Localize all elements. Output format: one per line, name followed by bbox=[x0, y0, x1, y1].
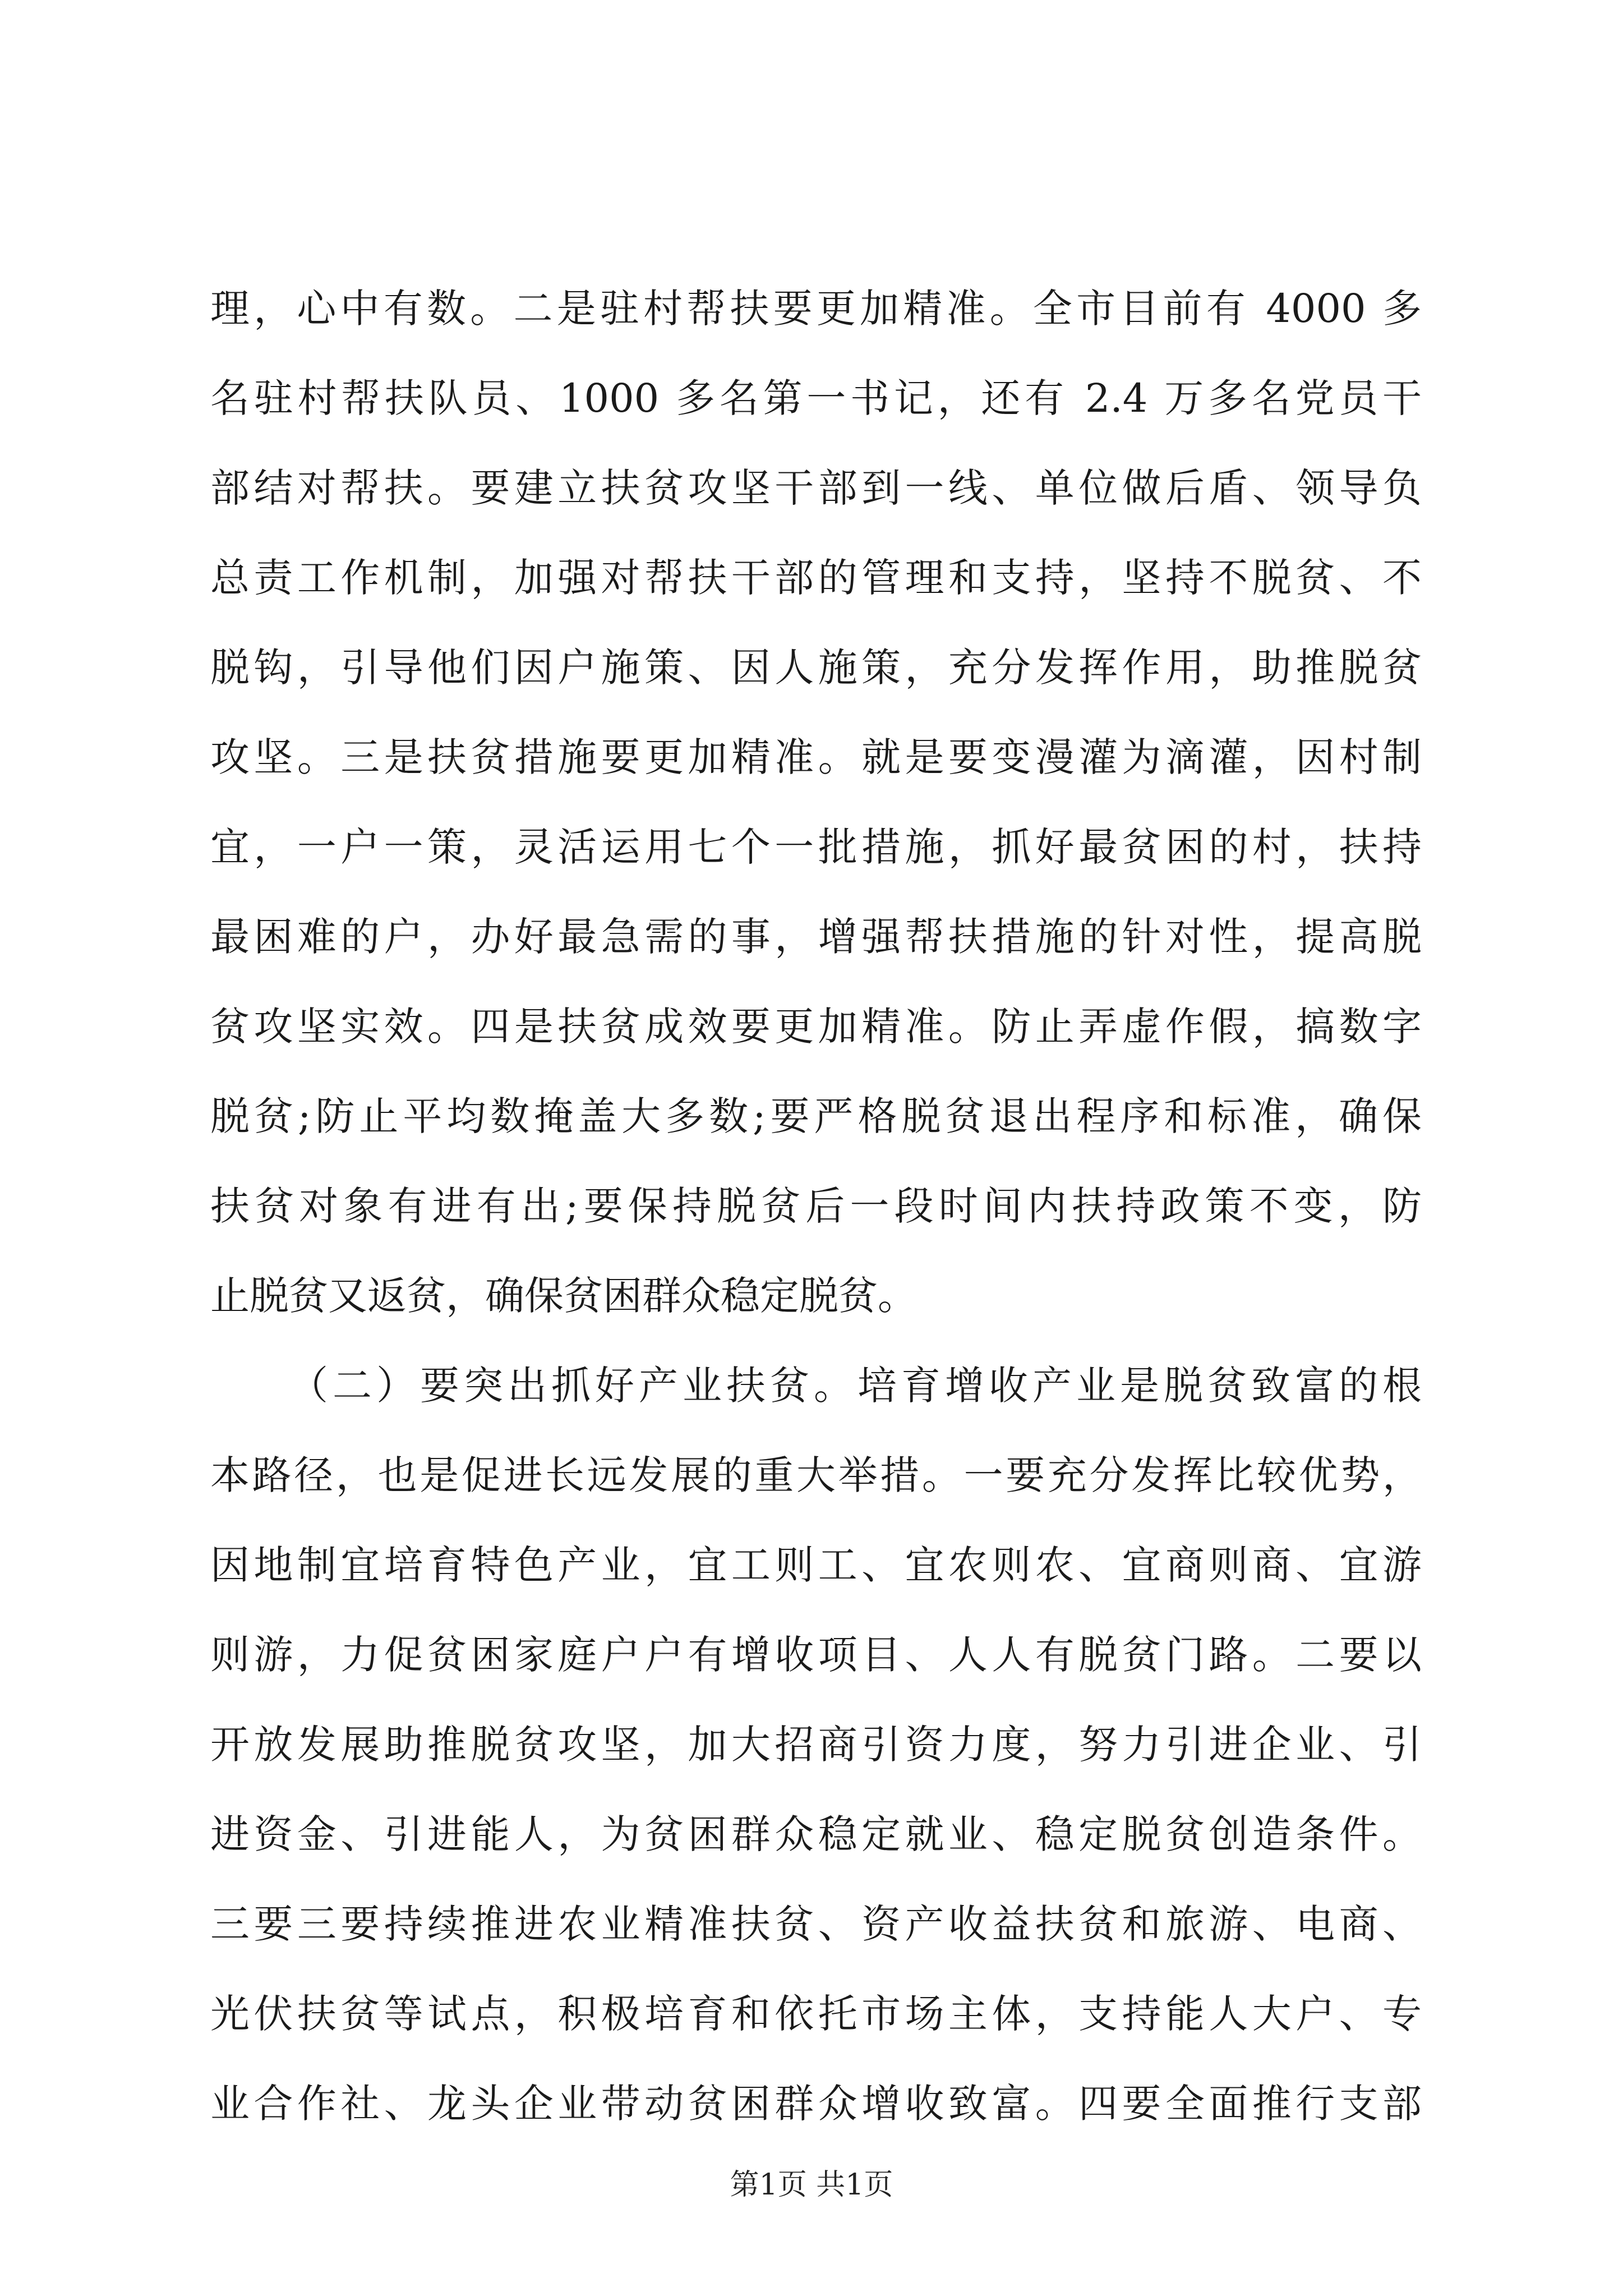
text-line-17: 开放发展助推脱贫攻坚，加大招商引资力度，努力引进企业、引 bbox=[210, 1722, 1422, 1768]
text-line-11: 扶贫对象有进有出;要保持脱贫后一段时间内扶持政策不变，防 bbox=[210, 1183, 1422, 1229]
text-line-1: 理，心中有数。二是驻村帮扶要更加精准。全市目前有 4000 多 bbox=[210, 286, 1422, 332]
text-line-5: 脱钩，引导他们因户施策、因人施策，充分发挥作用，助推脱贫 bbox=[210, 645, 1422, 691]
paragraph-2-first-line: （二）要突出抓好产业扶贫。培育增收产业是脱贫致富的根 bbox=[289, 1363, 1422, 1409]
text-line-19: 三要三要持续推进农业精准扶贫、资产收益扶贫和旅游、电商、 bbox=[210, 1901, 1422, 1947]
text-line-2: 名驻村帮扶队员、1000 多名第一书记，还有 2.4 万多名党员干 bbox=[210, 375, 1422, 421]
text-line-6: 攻坚。三是扶贫措施要更加精准。就是要变漫灌为滴灌，因村制 bbox=[210, 734, 1422, 780]
text-line-14: 本路径，也是促进长远发展的重大举措。一要充分发挥比较优势， bbox=[210, 1452, 1422, 1498]
text-line-9: 贫攻坚实效。四是扶贫成效要更加精准。防止弄虚作假，搞数字 bbox=[210, 1004, 1422, 1050]
text-line-10: 脱贫;防止平均数掩盖大多数;要严格脱贫退出程序和标准，确保 bbox=[210, 1093, 1422, 1139]
text-line-20: 光伏扶贫等试点，积极培育和依托市场主体，支持能人大户、专 bbox=[210, 1991, 1422, 2037]
text-line-18: 进资金、引进能人，为贫困群众稳定就业、稳定脱贫创造条件。 bbox=[210, 1811, 1422, 1857]
text-line-15: 因地制宜培育特色产业，宜工则工、宜农则农、宜商则商、宜游 bbox=[210, 1542, 1422, 1588]
text-line-4: 总责工作机制，加强对帮扶干部的管理和支持，坚持不脱贫、不 bbox=[210, 555, 1422, 601]
text-line-8: 最困难的户，办好最急需的事，增强帮扶措施的针对性，提高脱 bbox=[210, 914, 1422, 960]
text-line-7: 宜，一户一策，灵活运用七个一批措施，抓好最贫困的村，扶持 bbox=[210, 824, 1422, 870]
page-footer: 第1页 共1页 bbox=[730, 2168, 893, 2202]
text-line-16: 则游，力促贫困家庭户户有增收项目、人人有脱贫门路。二要以 bbox=[210, 1632, 1422, 1678]
text-line-12: 止脱贫又返贫，确保贫困群众稳定脱贫。 bbox=[210, 1273, 917, 1319]
text-line-3: 部结对帮扶。要建立扶贫攻坚干部到一线、单位做后盾、领导负 bbox=[210, 465, 1422, 511]
text-line-21: 业合作社、龙头企业带动贫困群众增收致富。四要全面推行支部 bbox=[210, 2081, 1422, 2127]
